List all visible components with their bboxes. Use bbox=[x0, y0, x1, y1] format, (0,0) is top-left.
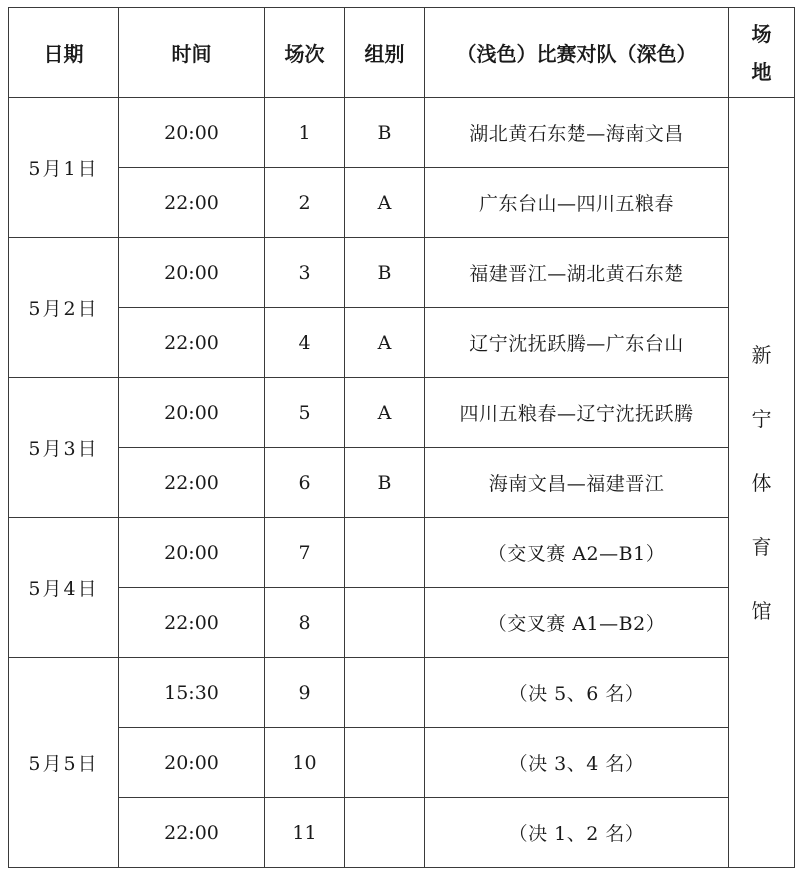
match-no-cell: 8 bbox=[265, 588, 345, 658]
time-cell: 15:30 bbox=[119, 658, 265, 728]
teams-cell: 广东台山—四川五粮春 bbox=[425, 168, 729, 238]
date-cell: 5月3日 bbox=[9, 378, 119, 518]
group-cell: B bbox=[345, 238, 425, 308]
table-row bbox=[9, 168, 795, 238]
table-row bbox=[9, 728, 795, 798]
teams-cell: 海南文昌—福建晋江 bbox=[425, 448, 729, 518]
venue-char: 体 bbox=[751, 470, 772, 495]
group-cell bbox=[345, 588, 425, 658]
match-no-cell: 5 bbox=[265, 378, 345, 448]
match-no-cell: 11 bbox=[265, 798, 345, 868]
venue-cell bbox=[729, 98, 795, 868]
teams-cell: （决 5、6 名） bbox=[425, 658, 729, 728]
table-row bbox=[9, 588, 795, 658]
group-cell: A bbox=[345, 378, 425, 448]
header-row bbox=[9, 8, 795, 98]
venue-char: 宁 bbox=[751, 406, 772, 431]
group-cell bbox=[345, 728, 425, 798]
table-row bbox=[9, 448, 795, 518]
date-cell: 5月2日 bbox=[9, 238, 119, 378]
date-cell: 5月4日 bbox=[9, 518, 119, 658]
match-no-cell: 3 bbox=[265, 238, 345, 308]
teams-cell: 湖北黄石东楚—海南文昌 bbox=[425, 98, 729, 168]
match-no-cell: 7 bbox=[265, 518, 345, 588]
teams-cell: 辽宁沈抚跃腾—广东台山 bbox=[425, 308, 729, 378]
table-row bbox=[9, 378, 795, 448]
group-cell: B bbox=[345, 448, 425, 518]
group-cell bbox=[345, 518, 425, 588]
time-cell: 20:00 bbox=[119, 378, 265, 448]
teams-cell: （决 3、4 名） bbox=[425, 728, 729, 798]
time-cell: 20:00 bbox=[119, 238, 265, 308]
venue-char: 馆 bbox=[751, 598, 772, 623]
time-cell: 22:00 bbox=[119, 168, 265, 238]
group-cell: A bbox=[345, 308, 425, 378]
table-row bbox=[9, 238, 795, 308]
match-no-cell: 9 bbox=[265, 658, 345, 728]
table-row bbox=[9, 518, 795, 588]
header-venue-line1: 场 bbox=[751, 21, 772, 46]
match-no-cell: 10 bbox=[265, 728, 345, 798]
match-no-cell: 6 bbox=[265, 448, 345, 518]
teams-cell: （决 1、2 名） bbox=[425, 798, 729, 868]
table-row bbox=[9, 798, 795, 868]
date-cell: 5月5日 bbox=[9, 658, 119, 868]
venue-char: 育 bbox=[751, 534, 772, 559]
match-no-cell: 4 bbox=[265, 308, 345, 378]
header-group: 组别 bbox=[345, 8, 425, 98]
group-cell: B bbox=[345, 98, 425, 168]
header-venue-line2: 地 bbox=[751, 59, 772, 84]
group-cell bbox=[345, 658, 425, 728]
header-match-no: 场次 bbox=[265, 8, 345, 98]
teams-cell: （交叉赛 A2—B1） bbox=[425, 518, 729, 588]
table-row bbox=[9, 308, 795, 378]
time-cell: 22:00 bbox=[119, 308, 265, 378]
schedule-table bbox=[8, 7, 795, 868]
time-cell: 20:00 bbox=[119, 728, 265, 798]
table-row bbox=[9, 98, 795, 168]
match-no-cell: 2 bbox=[265, 168, 345, 238]
teams-cell: （交叉赛 A1—B2） bbox=[425, 588, 729, 658]
group-cell: A bbox=[345, 168, 425, 238]
table-row bbox=[9, 658, 795, 728]
time-cell: 22:00 bbox=[119, 588, 265, 658]
venue-char: 新 bbox=[751, 342, 772, 367]
match-no-cell: 1 bbox=[265, 98, 345, 168]
header-venue bbox=[729, 8, 795, 98]
time-cell: 20:00 bbox=[119, 98, 265, 168]
group-cell bbox=[345, 798, 425, 868]
teams-cell: 福建晋江—湖北黄石东楚 bbox=[425, 238, 729, 308]
header-teams: （浅色）比赛对队（深色） bbox=[425, 8, 729, 98]
date-cell: 5月1日 bbox=[9, 98, 119, 238]
header-date: 日期 bbox=[9, 8, 119, 98]
time-cell: 22:00 bbox=[119, 448, 265, 518]
time-cell: 22:00 bbox=[119, 798, 265, 868]
teams-cell: 四川五粮春—辽宁沈抚跃腾 bbox=[425, 378, 729, 448]
time-cell: 20:00 bbox=[119, 518, 265, 588]
header-time: 时间 bbox=[119, 8, 265, 98]
